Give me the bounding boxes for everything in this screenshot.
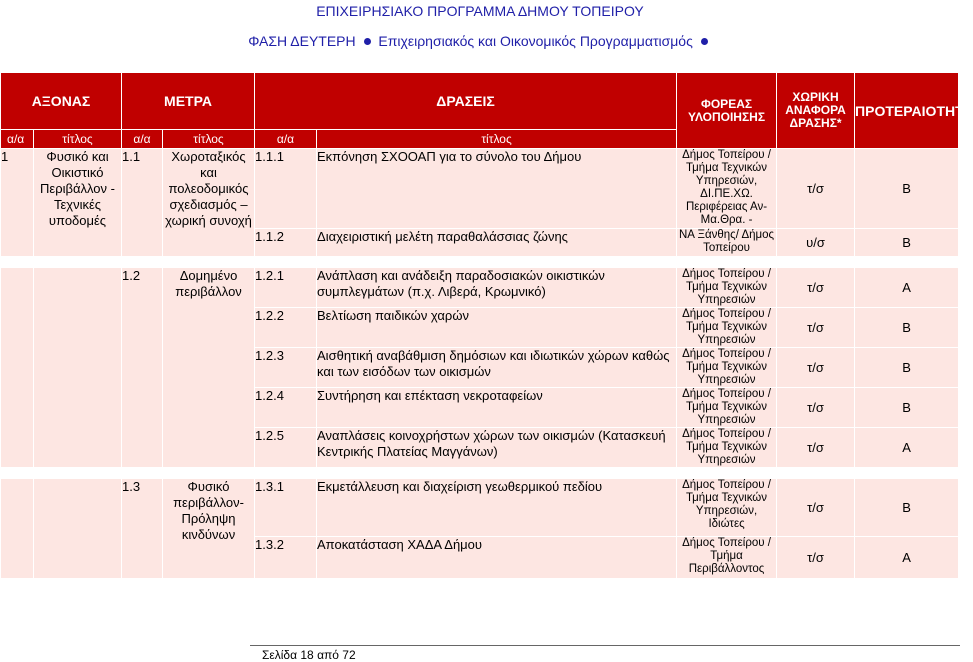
table-row xyxy=(1,268,959,308)
bullet-icon xyxy=(701,38,708,45)
priority-value: Β xyxy=(855,229,959,257)
subheader-title: τίτλος xyxy=(317,130,677,149)
axis-title: Φυσικό και Οικιστικό Περιβάλλον - Τεχνικές υποδομές xyxy=(34,149,122,257)
spatial-reference: τ/σ xyxy=(777,268,855,308)
header-body: ΦΟΡΕΑΣ ΥΛΟΠΟΙΗΣΗΣ xyxy=(677,73,777,149)
action-number: 1.2.5 xyxy=(255,428,317,468)
priority-value: Β xyxy=(855,149,959,229)
spatial-reference: τ/σ xyxy=(777,428,855,468)
action-title: Αναπλάσεις κοινοχρήστων χώρων των οικισμών (Κατασκευή Κεντρικής Πλατείας Μαγγάνων) xyxy=(317,428,677,468)
priority-value: Β xyxy=(855,308,959,348)
action-title: Βελτίωση παιδικών χαρών xyxy=(317,308,677,348)
spatial-reference: υ/σ xyxy=(777,229,855,257)
subheader-aa: α/α xyxy=(1,130,34,149)
action-title: Διαχειριστική μελέτη παραθαλάσσιας ζώνης xyxy=(317,229,677,257)
implementing-body: Δήμος Τοπείρου / Τμήμα Τεχνικών Υπηρεσιών xyxy=(677,268,777,308)
implementing-body: Δήμος Τοπείρου / Τμήμα Περιβάλλοντος xyxy=(677,537,777,579)
action-title: Συντήρηση και επέκταση νεκροταφείων xyxy=(317,388,677,428)
action-number: 1.3.1 xyxy=(255,479,317,537)
action-number: 1.2.2 xyxy=(255,308,317,348)
priority-value: Α xyxy=(855,537,959,579)
program-title: ΕΠΙΧΕΙΡΗΣΙΑΚΟ ΠΡΟΓΡΑΜΜΑ ΔΗΜΟΥ ΤΟΠΕΙΡΟΥ xyxy=(316,3,644,19)
spatial-reference: τ/σ xyxy=(777,388,855,428)
phase-subtitle: Επιχειρησιακός και Οικονομικός Προγραμματισμός xyxy=(378,33,693,49)
header-measure: ΜΕΤΡΑ xyxy=(122,73,255,130)
axis-spacer xyxy=(34,479,122,579)
page-number: Σελίδα 18 από 72 xyxy=(262,648,356,662)
action-title: Εκμετάλλευση και διαχείριση γεωθερμικού πεδίου xyxy=(317,479,677,537)
implementing-body: Δήμος Τοπείρου / Τμήμα Τεχνικών Υπηρεσιών, ΔΙ.ΠΕ.ΧΩ. Περιφέρειας Αν-Μα.Θρα. - xyxy=(677,149,777,229)
table-header-row xyxy=(1,73,959,130)
action-number: 1.2.4 xyxy=(255,388,317,428)
action-title: Ανάπλαση και ανάδειξη παραδοσιακών οικιστικών συμπλεγμάτων (π.χ. Λιβερά, Κρωμνικό) xyxy=(317,268,677,308)
row-separator xyxy=(1,468,959,479)
measure-number: 1.2 xyxy=(122,268,163,468)
subheader-title: τίτλος xyxy=(34,130,122,149)
subheader-title: τίτλος xyxy=(163,130,255,149)
action-number: 1.2.3 xyxy=(255,348,317,388)
action-title: Αποκατάσταση ΧΑΔΑ Δήμου xyxy=(317,537,677,579)
implementing-body: Δήμος Τοπείρου / Τμήμα Τεχνικών Υπηρεσιών xyxy=(677,428,777,468)
measure-title: Φυσικό περιβάλλον-Πρόληψη κινδύνων xyxy=(163,479,255,579)
action-number: 1.2.1 xyxy=(255,268,317,308)
priority-value: Α xyxy=(855,268,959,308)
axis-spacer xyxy=(1,479,34,579)
measure-title: Χωροταξικός και πολεοδομικός σχεδιασμός – χωρική συνοχή xyxy=(163,149,255,257)
implementing-body: Δήμος Τοπείρου / Τμήμα Τεχνικών Υπηρεσιών xyxy=(677,308,777,348)
spatial-reference: τ/σ xyxy=(777,308,855,348)
action-number: 1.3.2 xyxy=(255,537,317,579)
action-number: 1.1.1 xyxy=(255,149,317,229)
header-actions: ΔΡΑΣΕΙΣ xyxy=(255,73,677,130)
priority-value: Α xyxy=(855,428,959,468)
spatial-reference: τ/σ xyxy=(777,348,855,388)
spatial-reference: τ/σ xyxy=(777,537,855,579)
measure-title: Δομημένο περιβάλλον xyxy=(163,268,255,468)
implementing-body: Δήμος Τοπείρου / Τμήμα Τεχνικών Υπηρεσιών, Ιδιώτες xyxy=(677,479,777,537)
action-number: 1.1.2 xyxy=(255,229,317,257)
action-title: Εκπόνηση ΣΧΟΟΑΠ για το σύνολο του Δήμου xyxy=(317,149,677,229)
axis-spacer xyxy=(34,268,122,468)
bullet-icon xyxy=(364,38,371,45)
row-separator xyxy=(1,257,959,268)
header-axis: ΑΞΟΝΑΣ xyxy=(1,73,122,130)
header-spatial: ΧΩΡΙΚΗ ΑΝΑΦΟΡΑ ΔΡΑΣΗΣ* xyxy=(777,73,855,149)
action-title: Αισθητική αναβάθμιση δημόσιων και ιδιωτικών χώρων καθώς και των εισόδων των οικισμών xyxy=(317,348,677,388)
axis-number: 1 xyxy=(1,149,34,257)
table-row xyxy=(1,479,959,537)
actions-table xyxy=(0,72,973,579)
implementing-body: Δήμος Τοπείρου / Τμήμα Τεχνικών Υπηρεσιών xyxy=(677,348,777,388)
spatial-reference: τ/σ xyxy=(777,149,855,229)
axis-spacer xyxy=(1,268,34,468)
page-footer xyxy=(0,645,960,662)
priority-value: Β xyxy=(855,388,959,428)
implementing-body: ΝΑ Ξάνθης/ Δήμος Τοπείρου xyxy=(677,229,777,257)
footer-divider xyxy=(250,645,960,646)
priority-value: Β xyxy=(855,348,959,388)
phase-line xyxy=(0,30,960,52)
subheader-aa: α/α xyxy=(122,130,163,149)
table-row xyxy=(1,149,959,229)
header-priority: ΠΡΟΤΕΡΑΙΟΤΗΤΑ xyxy=(855,73,959,149)
implementing-body: Δήμος Τοπείρου / Τμήμα Τεχνικών Υπηρεσιών xyxy=(677,388,777,428)
phase-label: ΦΑΣΗ ΔΕΥΤΕΡΗ xyxy=(248,33,356,49)
spatial-reference: τ/σ xyxy=(777,479,855,537)
priority-value: Β xyxy=(855,479,959,537)
measure-number: 1.1 xyxy=(122,149,163,257)
subheader-aa: α/α xyxy=(255,130,317,149)
measure-number: 1.3 xyxy=(122,479,163,579)
